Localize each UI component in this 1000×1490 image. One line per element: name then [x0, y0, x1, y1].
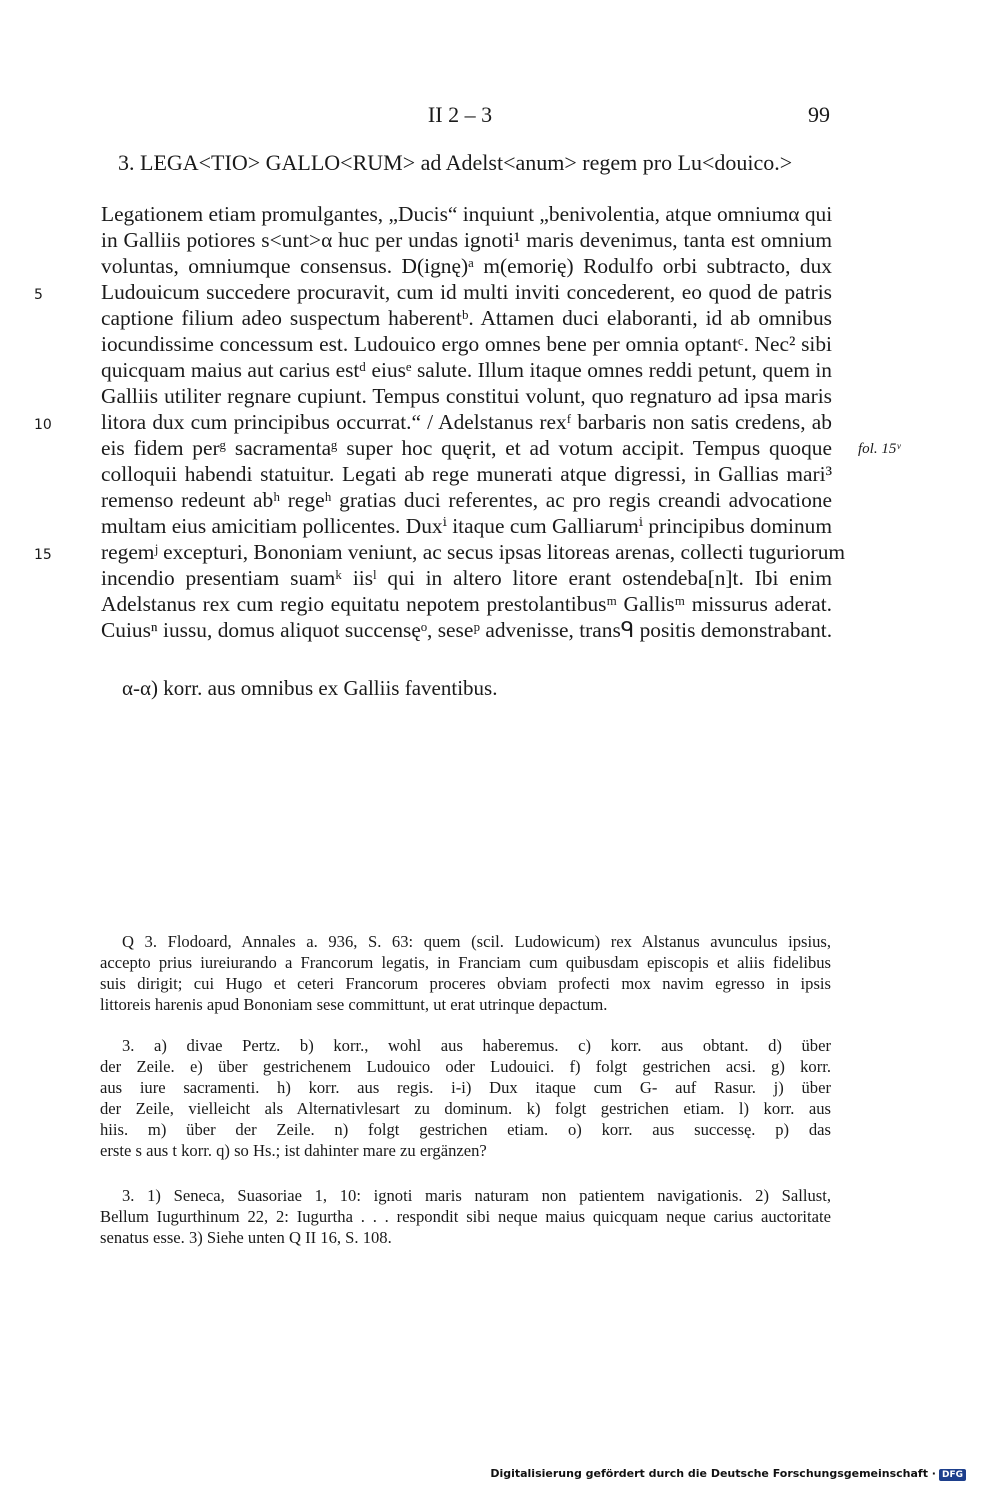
text-line: voluntas, omniumque consensus. D(ignę)ᵃ m(emorię) Rodulfo orbi subtracto, dux	[101, 254, 832, 278]
text-line: Galliis utiliter regnare cupiunt. Tempus constitui volunt, quo regnaturo ad ipsa maris	[101, 384, 832, 408]
note-line: Q 3. Flodoard, Annales a. 936, S. 63: quem (scil. Ludowicum) rex Alstanus avunculus ipsius,	[122, 932, 831, 951]
note-line: suis dirigit; cui Hugo et ceteri Francorum proceres obviam profecti mox navim egresso in ipsis	[100, 974, 831, 993]
text-line: Ludouicum succedere procuravit, cum id multi inviti concederent, eo quod de patris	[101, 280, 832, 304]
text-line: captione filium adeo suspectum haberentᵇ. Attamen duci elaboranti, id ab omnibus	[101, 306, 832, 330]
line-number: 5	[34, 287, 43, 303]
text-line: remenso redeunt abʰ regeʰ gratias duci referentes, ac pro regis creandi advocatione	[101, 488, 832, 512]
text-line: in Galliis potiores s<unt>α huc per undas ignoti¹ maris devenimus, tanta est omnium	[101, 228, 832, 252]
text-line: quicquam maius aut carius estᵈ eiusᵉ salute. Illum itaque omnes reddi petunt, quem in	[101, 358, 832, 382]
note-line: der Zeile, vielleicht als Alternativlesart zu dominum. k) folgt gestrichen etiam. l) korr. aus	[100, 1099, 831, 1118]
page-number: 99	[808, 102, 830, 127]
text-line: Adelstanus rex cum regio equitatu nepotem prestolantibusᵐ Gallisᵐ missurus aderat.	[101, 592, 832, 616]
folio-margin-note: fol. 15ᵛ	[858, 441, 901, 457]
running-head: II 2 – 3	[427, 102, 493, 127]
text-line: litora dux cum principibus occurrat.“ / Adelstanus rexᶠ barbaris non satis credens, ab	[101, 410, 832, 434]
note-line: Bellum Iugurthinum 22, 2: Iugurtha . . . respondit sibi neque maius quicquam neque carius auctoritate	[100, 1207, 831, 1226]
note-line: senatus esse. 3) Siehe unten Q II 16, S. 108.	[100, 1228, 392, 1247]
note-line: littoreis harenis apud Bononiam sese committunt, ut erat utrinque depactum.	[100, 995, 608, 1014]
note-line: hiis. m) über der Zeile. n) folgt gestrichen etiam. o) korr. aus successę. p) das	[100, 1120, 831, 1139]
dfg-logo: DFG	[939, 1469, 966, 1481]
note-line: der Zeile. e) über gestrichenem Ludouico oder Ludouici. f) folgt gestrichen acsi. g) korr.	[100, 1057, 831, 1076]
text-line: multam eius amicitiam pollicentes. Duxⁱ itaque cum Galliarumⁱ principibus dominum	[101, 514, 832, 538]
note-line: 3. 1) Seneca, Suasoriae 1, 10: ignoti maris naturam non patientem navigationis. 2) Sallust,	[122, 1186, 831, 1205]
text-line: Cuiusⁿ iussu, domus aliquot succensęᵒ, seseᵖ advenisse, transᑫ positis demonstrabant.	[101, 618, 833, 642]
credit-text: Digitalisierung gefördert durch die Deutsche Forschungsgemeinschaft ·	[490, 1467, 936, 1480]
digitization-credit	[490, 1467, 966, 1481]
text-line: Legationem etiam promulgantes, „Ducis“ inquiunt „benivolentia, atque omniumα qui	[101, 202, 833, 226]
note-line: aus iure sacramenti. h) korr. aus regis. i-i) Dux itaque cum G- auf Rasur. j) über	[100, 1078, 831, 1097]
line-number: 10	[34, 417, 52, 433]
text-line: iocundissime concessum est. Ludouico ergo omnes bene per omnia optantᶜ. Nec² sibi	[101, 332, 832, 356]
document-title: 3. LEGA<TIO> GALLO<RUM> ad Adelst<anum> regem pro Lu<douico.>	[118, 150, 793, 175]
note-line: 3. a) divae Pertz. b) korr., wohl aus haberemus. c) korr. aus obtant. d) über	[122, 1036, 831, 1055]
line-number: 15	[34, 547, 52, 563]
note-line: erste s aus t korr. q) so Hs.; ist dahinter mare zu ergänzen?	[100, 1141, 487, 1160]
text-line: incendio presentiam suamᵏ iisˡ qui in altero litore erant ostendeba[n]t. Ibi enim	[101, 566, 832, 590]
text-line: regemʲ excepturi, Bononiam veniunt, ac secus ipsas litoreas arenas, collecti tuguriorum	[101, 540, 846, 564]
note-line: accepto prius iureiurando a Francorum legatis, in Franciam cum quibusdam episcopis et aliis fidelibus	[100, 953, 831, 972]
alpha-note: α-α) korr. aus omnibus ex Galliis faventibus.	[122, 676, 498, 700]
text-line: eis fidem perᵍ sacramentaᵍ super hoc quęrit, et ad votum accipit. Tempus quoque	[101, 436, 832, 460]
text-line: colloquii habendi statuitur. Legati ab rege munerati atque digressi, in Gallias mari³	[101, 462, 832, 486]
